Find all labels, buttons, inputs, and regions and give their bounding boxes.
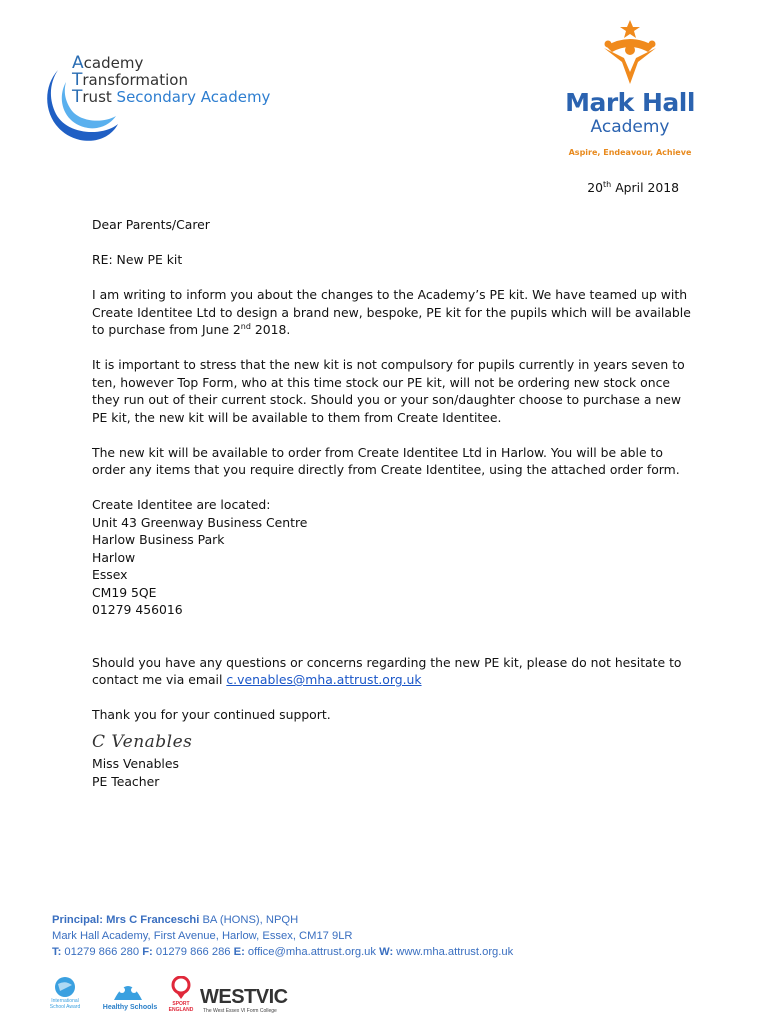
paragraph-3: The new kit will be available to order from Create Identitee Ltd in Harlow. You will be able to order any items that you require directly from Create Identitee, using the attached order form. [92, 444, 680, 477]
email-value: office@mha.attrust.org.uk [244, 946, 380, 958]
att-logo [40, 52, 290, 152]
address-line: Create Identitee are located: [92, 497, 271, 512]
phone-value: 01279 866 280 [61, 946, 143, 958]
sport-england-icon [170, 976, 192, 1000]
sport-england-label: SPORT ENGLAND [168, 1001, 194, 1013]
letter-body [92, 216, 692, 790]
mark-hall-academy: Academy [590, 117, 670, 137]
signer-title: PE Teacher [92, 773, 160, 789]
fax-value: 01279 866 286 [152, 946, 234, 958]
att-line2-cap: T [72, 70, 83, 90]
salutation: Dear Parents/Carer [92, 217, 210, 232]
closing: Thank you for your continued support. [92, 707, 331, 722]
address-line: Harlow [92, 549, 136, 565]
att-line3-cap: T [72, 87, 83, 107]
supplier-address [92, 496, 692, 619]
address-line: Harlow Business Park [92, 532, 225, 547]
date-day: 20 [587, 180, 604, 195]
globe-icon [52, 976, 78, 998]
signature: C Venables [92, 731, 193, 752]
att-logo-text [72, 55, 270, 106]
footer [52, 912, 732, 960]
address-line: 01279 456016 [92, 602, 183, 617]
subject-line: RE: New PE kit [92, 252, 183, 267]
mark-hall-logo [550, 18, 710, 168]
signer-name: Miss Venables [92, 756, 179, 771]
web-label: W: [379, 946, 394, 958]
westvic-subtitle: The West Essex VI Form College [203, 1008, 277, 1014]
accreditation-badges [48, 976, 308, 1020]
att-line2-rest: ransformation [82, 71, 188, 89]
healthy-schools-label: Healthy Schools [102, 1004, 158, 1011]
footer-address: Mark Hall Academy, First Avenue, Harlow, Essex, CM17 9LR [52, 930, 353, 942]
att-line1-cap: A [72, 53, 84, 73]
letter-date [587, 180, 679, 195]
email-label: E: [233, 946, 245, 958]
paragraph-1-sup: nd [240, 321, 251, 331]
paragraph-1-end: 2018. [250, 322, 291, 337]
mark-hall-motto: Aspire, Endeavour, Achieve [568, 148, 692, 157]
phone-label: T: [52, 946, 62, 958]
date-suffix: th [603, 179, 612, 189]
isa-label: International School Award [49, 998, 81, 1010]
westvic-logo: WESTVIC [200, 986, 288, 1008]
footer-contact [52, 944, 732, 960]
paragraph-4-text: Should you have any questions or concerns regarding the new PE kit, please do not hesitate to contact me via email [92, 654, 682, 687]
paragraph-1 [92, 286, 692, 339]
fax-label: F: [142, 946, 153, 958]
healthy-schools-icon [110, 976, 146, 1002]
footer-principal [52, 912, 732, 928]
address-line: Unit 43 Greenway Business Centre [92, 514, 308, 530]
mark-hall-crest-icon [592, 18, 668, 88]
date-rest: April 2018 [615, 180, 679, 195]
web-value: www.mha.attrust.org.uk [393, 946, 514, 958]
att-line1-rest: cademy [83, 54, 144, 72]
att-line3-blue: Secondary Academy [116, 88, 271, 106]
principal-label: Principal: Mrs C Franceschi [52, 914, 200, 926]
paragraph-1-text: I am writing to inform you about the changes to the Academy’s PE kit. We have teamed up with Create Identitee Ltd to design a brand new, bespoke, PE kit for the pupils which will be available to purchase from June 2 [92, 287, 691, 337]
email-link[interactable]: c.venables@mha.attrust.org.uk [226, 672, 422, 687]
principal-quals: BA (HONS), NPQH [199, 914, 299, 926]
address-line: CM19 5QE [92, 584, 157, 600]
address-line: Essex [92, 567, 128, 582]
mark-hall-name: Mark Hall [565, 88, 695, 117]
paragraph-4 [92, 654, 692, 689]
att-line3-rest: rust [82, 88, 112, 106]
paragraph-2: It is important to stress that the new kit is not compulsory for pupils currently in years seven to ten, however Top Form, who at this time stock our PE kit, will not be ordering new stock once they run out of their current stock. Should you or your son/daughter choose to purchase a new PE kit, the new kit will be available to them from Create Identitee. [92, 357, 685, 425]
